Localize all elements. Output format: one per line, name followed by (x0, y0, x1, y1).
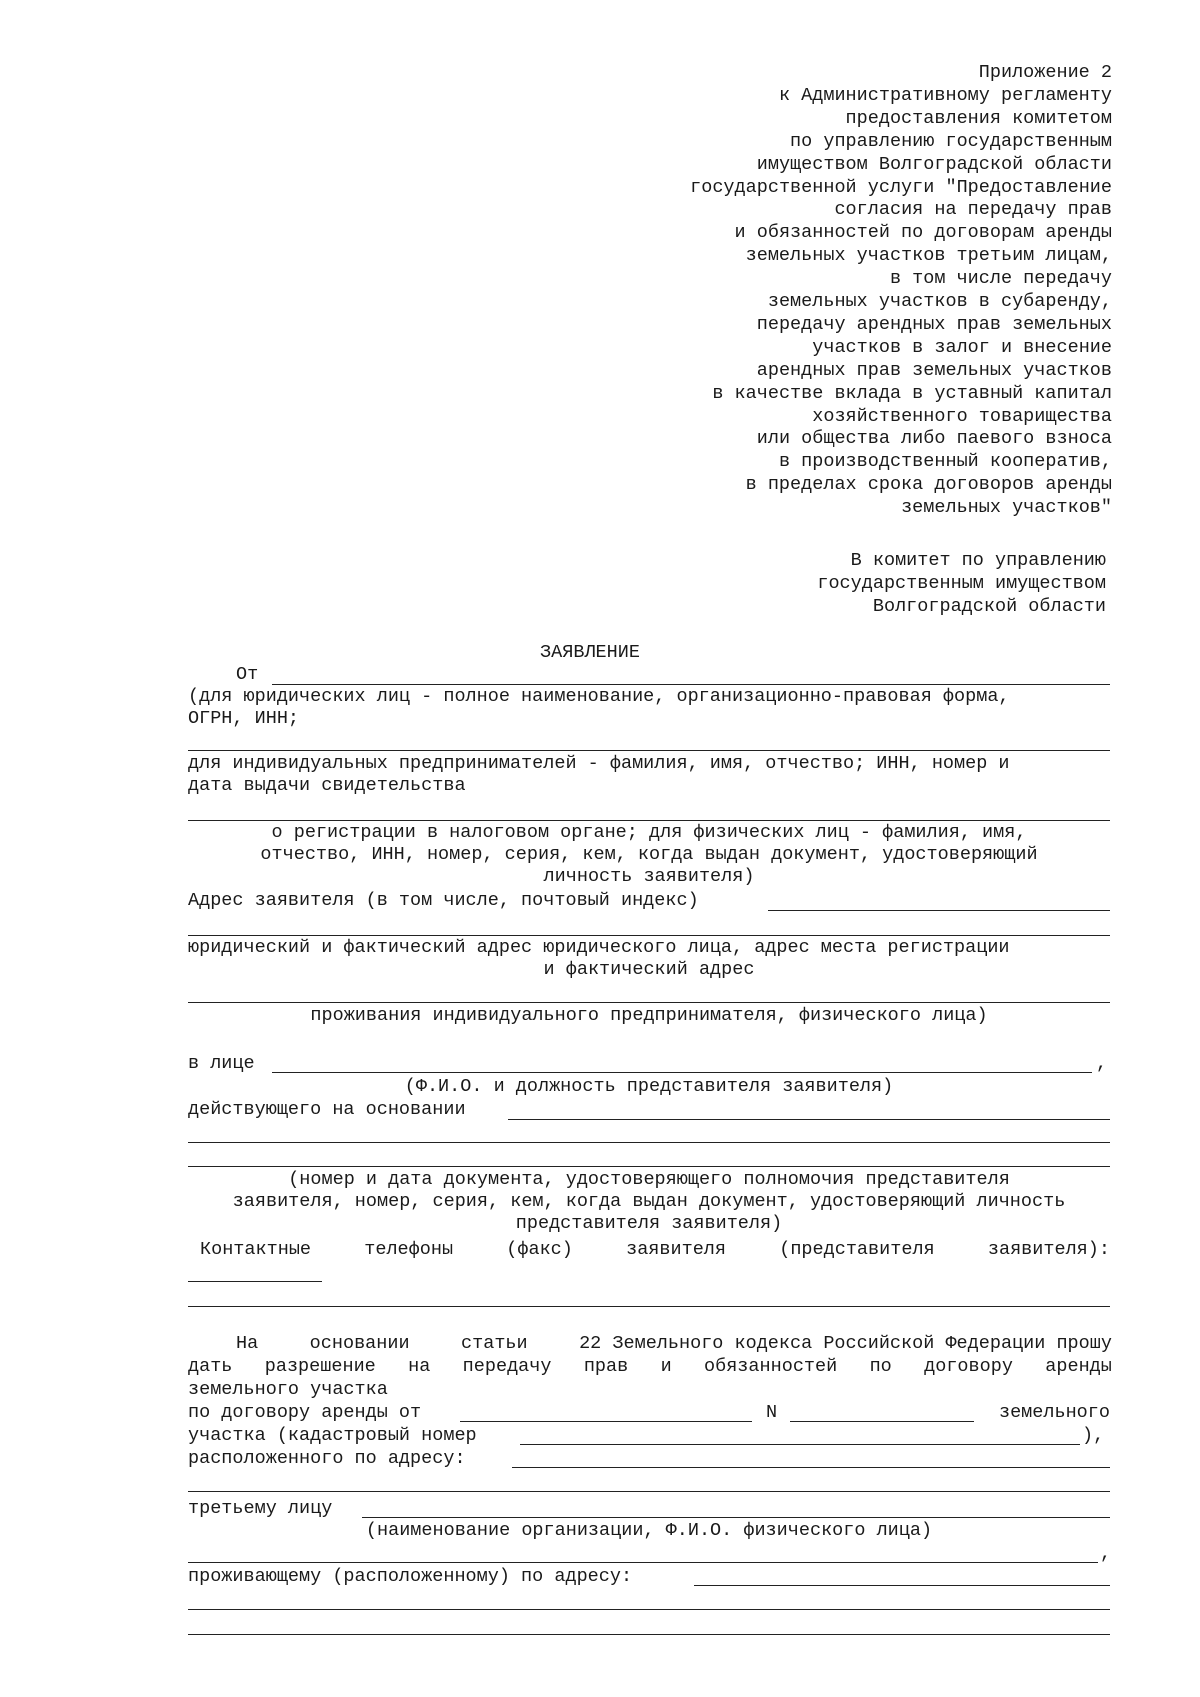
header-line: земельных участков в субаренду, (767, 291, 1112, 312)
third-party-label: третьему лицу (188, 1498, 333, 1519)
residing-field-line-3[interactable] (188, 1634, 1110, 1635)
header-line: к Административному регламенту (778, 84, 1112, 106)
from-field-line[interactable] (272, 684, 1110, 685)
hint-doc-line-3: представителя заявителя) (515, 1213, 783, 1234)
header-line: земельных участков" (901, 497, 1112, 519)
residing-field-line-1[interactable] (694, 1585, 1110, 1586)
addressee-line: Волгоградской области (872, 595, 1106, 617)
representative-field-line[interactable] (272, 1072, 1092, 1073)
header-line: и обязанностей по договорам аренды (734, 222, 1112, 244)
contract-date-field[interactable] (460, 1421, 752, 1422)
cadastral-number-field[interactable] (520, 1444, 1080, 1445)
basis-field-line-1[interactable] (508, 1119, 1110, 1120)
permit-word: передачу (462, 1356, 552, 1377)
hint-doc-line-1: (номер и дата документа, удостоверяющего полномочия представителя (288, 1169, 1010, 1190)
hint-fio: (Ф.И.О. и должность представителя заявителя) (404, 1076, 894, 1097)
permit-word: по (869, 1356, 892, 1377)
applicant-field-line-2[interactable] (188, 750, 1110, 751)
header-line: в качестве вклада в уставный капитал (712, 382, 1112, 404)
basis-word: статьи (461, 1333, 528, 1354)
comma: , (1096, 1053, 1108, 1074)
basis-word: 22 Земельного кодекса Российской Федерации прошу (579, 1333, 1112, 1354)
contract-number-field[interactable] (790, 1421, 974, 1422)
location-field-line-2[interactable] (188, 1491, 1110, 1492)
contacts-field-line-2[interactable] (188, 1306, 1110, 1307)
cadastral-close: ), (1082, 1425, 1105, 1446)
header-line: в том числе передачу (889, 268, 1112, 290)
hint-legal-line-1: (для юридических лиц - полное наименование, организационно-правовая форма, (188, 686, 1010, 707)
plot-label: земельного участка (188, 1379, 388, 1400)
contacts-word: Контактные (200, 1239, 312, 1260)
header-line: государственной услуги "Предоставление (690, 176, 1112, 198)
applicant-field-line-3[interactable] (188, 820, 1110, 821)
hint-addr-line-3: проживания индивидуального предпринимателя, физического лица) (310, 1005, 988, 1026)
permit-word: договору (924, 1356, 1013, 1377)
contacts-word: (факс) (506, 1239, 573, 1260)
permit-word: обязанностей (704, 1356, 838, 1377)
location-field-line-1[interactable] (512, 1467, 1110, 1468)
header-line: арендных прав земельных участков (756, 359, 1112, 381)
residing-label: проживающему (расположенному) по адресу: (188, 1566, 633, 1587)
addressee-line: государственным имуществом (817, 572, 1106, 594)
hint-reg-line-1: о регистрации в налоговом органе; для физических лиц - фамилия, имя, (271, 822, 1027, 843)
address-field-line-2[interactable] (188, 935, 1110, 936)
basis-field-line-2[interactable] (188, 1142, 1110, 1143)
located-label: расположенного по адресу: (188, 1448, 466, 1469)
basis-paragraph-line-2 (188, 1356, 1112, 1378)
third-party-field-line-1[interactable] (362, 1517, 1110, 1518)
permit-word: и (660, 1356, 672, 1377)
hint-addr-line-2: и фактический адрес (543, 959, 755, 980)
header-line: участков в залог и внесение (812, 336, 1112, 358)
header-line: в пределах срока договоров аренды (745, 474, 1112, 496)
hint-reg-line-2: отчество, ИНН, номер, серия, кем, когда выдан документ, удостоверяющий (260, 844, 1038, 865)
header-line: предоставления комитетом (845, 107, 1112, 129)
contacts-word: заявителя): (987, 1239, 1110, 1260)
contacts-word: (представителя (779, 1239, 935, 1260)
in-person-label: в лице (188, 1053, 255, 1074)
permit-word: аренды (1045, 1356, 1112, 1377)
hint-doc-line-2: заявителя, номер, серия, кем, когда выдан документ, удостоверяющий личность (232, 1191, 1066, 1212)
permit-word: прав (583, 1356, 629, 1377)
header-line: или общества либо паевого взноса (756, 428, 1112, 450)
contacts-word: заявителя (626, 1239, 727, 1260)
basis-paragraph-line-1 (236, 1333, 1112, 1355)
header-line: хозяйственного товарищества (812, 405, 1112, 427)
header-line: Приложение 2 (978, 62, 1112, 83)
header-line: земельных участков третьим лицам, (745, 245, 1112, 267)
address-field-line-3[interactable] (188, 1002, 1110, 1003)
contacts-label (200, 1239, 1110, 1261)
cadastral-label: участка (кадастровый номер (188, 1425, 477, 1446)
hint-ip-line-2: дата выдачи свидетельства (188, 775, 466, 796)
hint-org: (наименование организации, Ф.И.О. физического лица) (365, 1520, 933, 1541)
contract-label: по договору аренды от (188, 1402, 422, 1423)
permit-word: на (408, 1356, 431, 1377)
contacts-field-line-1[interactable] (188, 1281, 322, 1282)
from-label: От (236, 664, 259, 685)
plot-word: земельного (998, 1402, 1110, 1423)
header-line: в производственный кооператив, (778, 451, 1112, 473)
document-title: ЗАЯВЛЕНИЕ (540, 642, 640, 663)
permit-word: дать (188, 1356, 233, 1377)
permit-word: разрешение (264, 1356, 376, 1377)
hint-ip-line-1: для индивидуальных предпринимателей - фамилия, имя, отчество; ИНН, номер и (188, 753, 1010, 774)
basis-word: На (236, 1333, 259, 1354)
header-line: согласия на передачу прав (834, 199, 1112, 221)
address-field-line-1[interactable] (768, 910, 1110, 911)
addressee-line: В комитет по управлению (850, 550, 1106, 571)
residing-field-line-2[interactable] (188, 1609, 1110, 1610)
header-line: имуществом Волгоградской области (756, 153, 1112, 175)
basis-field-line-3[interactable] (188, 1166, 1110, 1167)
hint-legal-line-2: ОГРН, ИНН; (188, 708, 300, 729)
hint-addr-line-1: юридический и фактический адрес юридического лица, адрес места регистрации (188, 937, 1010, 958)
hint-reg-line-3: личность заявителя) (543, 866, 755, 887)
header-line: передачу арендных прав земельных (756, 313, 1112, 335)
header-line: по управлению государственным (790, 130, 1112, 152)
contacts-word: телефоны (364, 1239, 454, 1260)
acting-label: действующего на основании (188, 1099, 466, 1120)
comma-2: , (1100, 1543, 1112, 1564)
third-party-field-line-2[interactable] (188, 1562, 1098, 1563)
basis-word: основании (309, 1333, 410, 1354)
address-label: Адрес заявителя (в том числе, почтовый индекс) (188, 890, 699, 911)
number-label: N (766, 1402, 778, 1423)
